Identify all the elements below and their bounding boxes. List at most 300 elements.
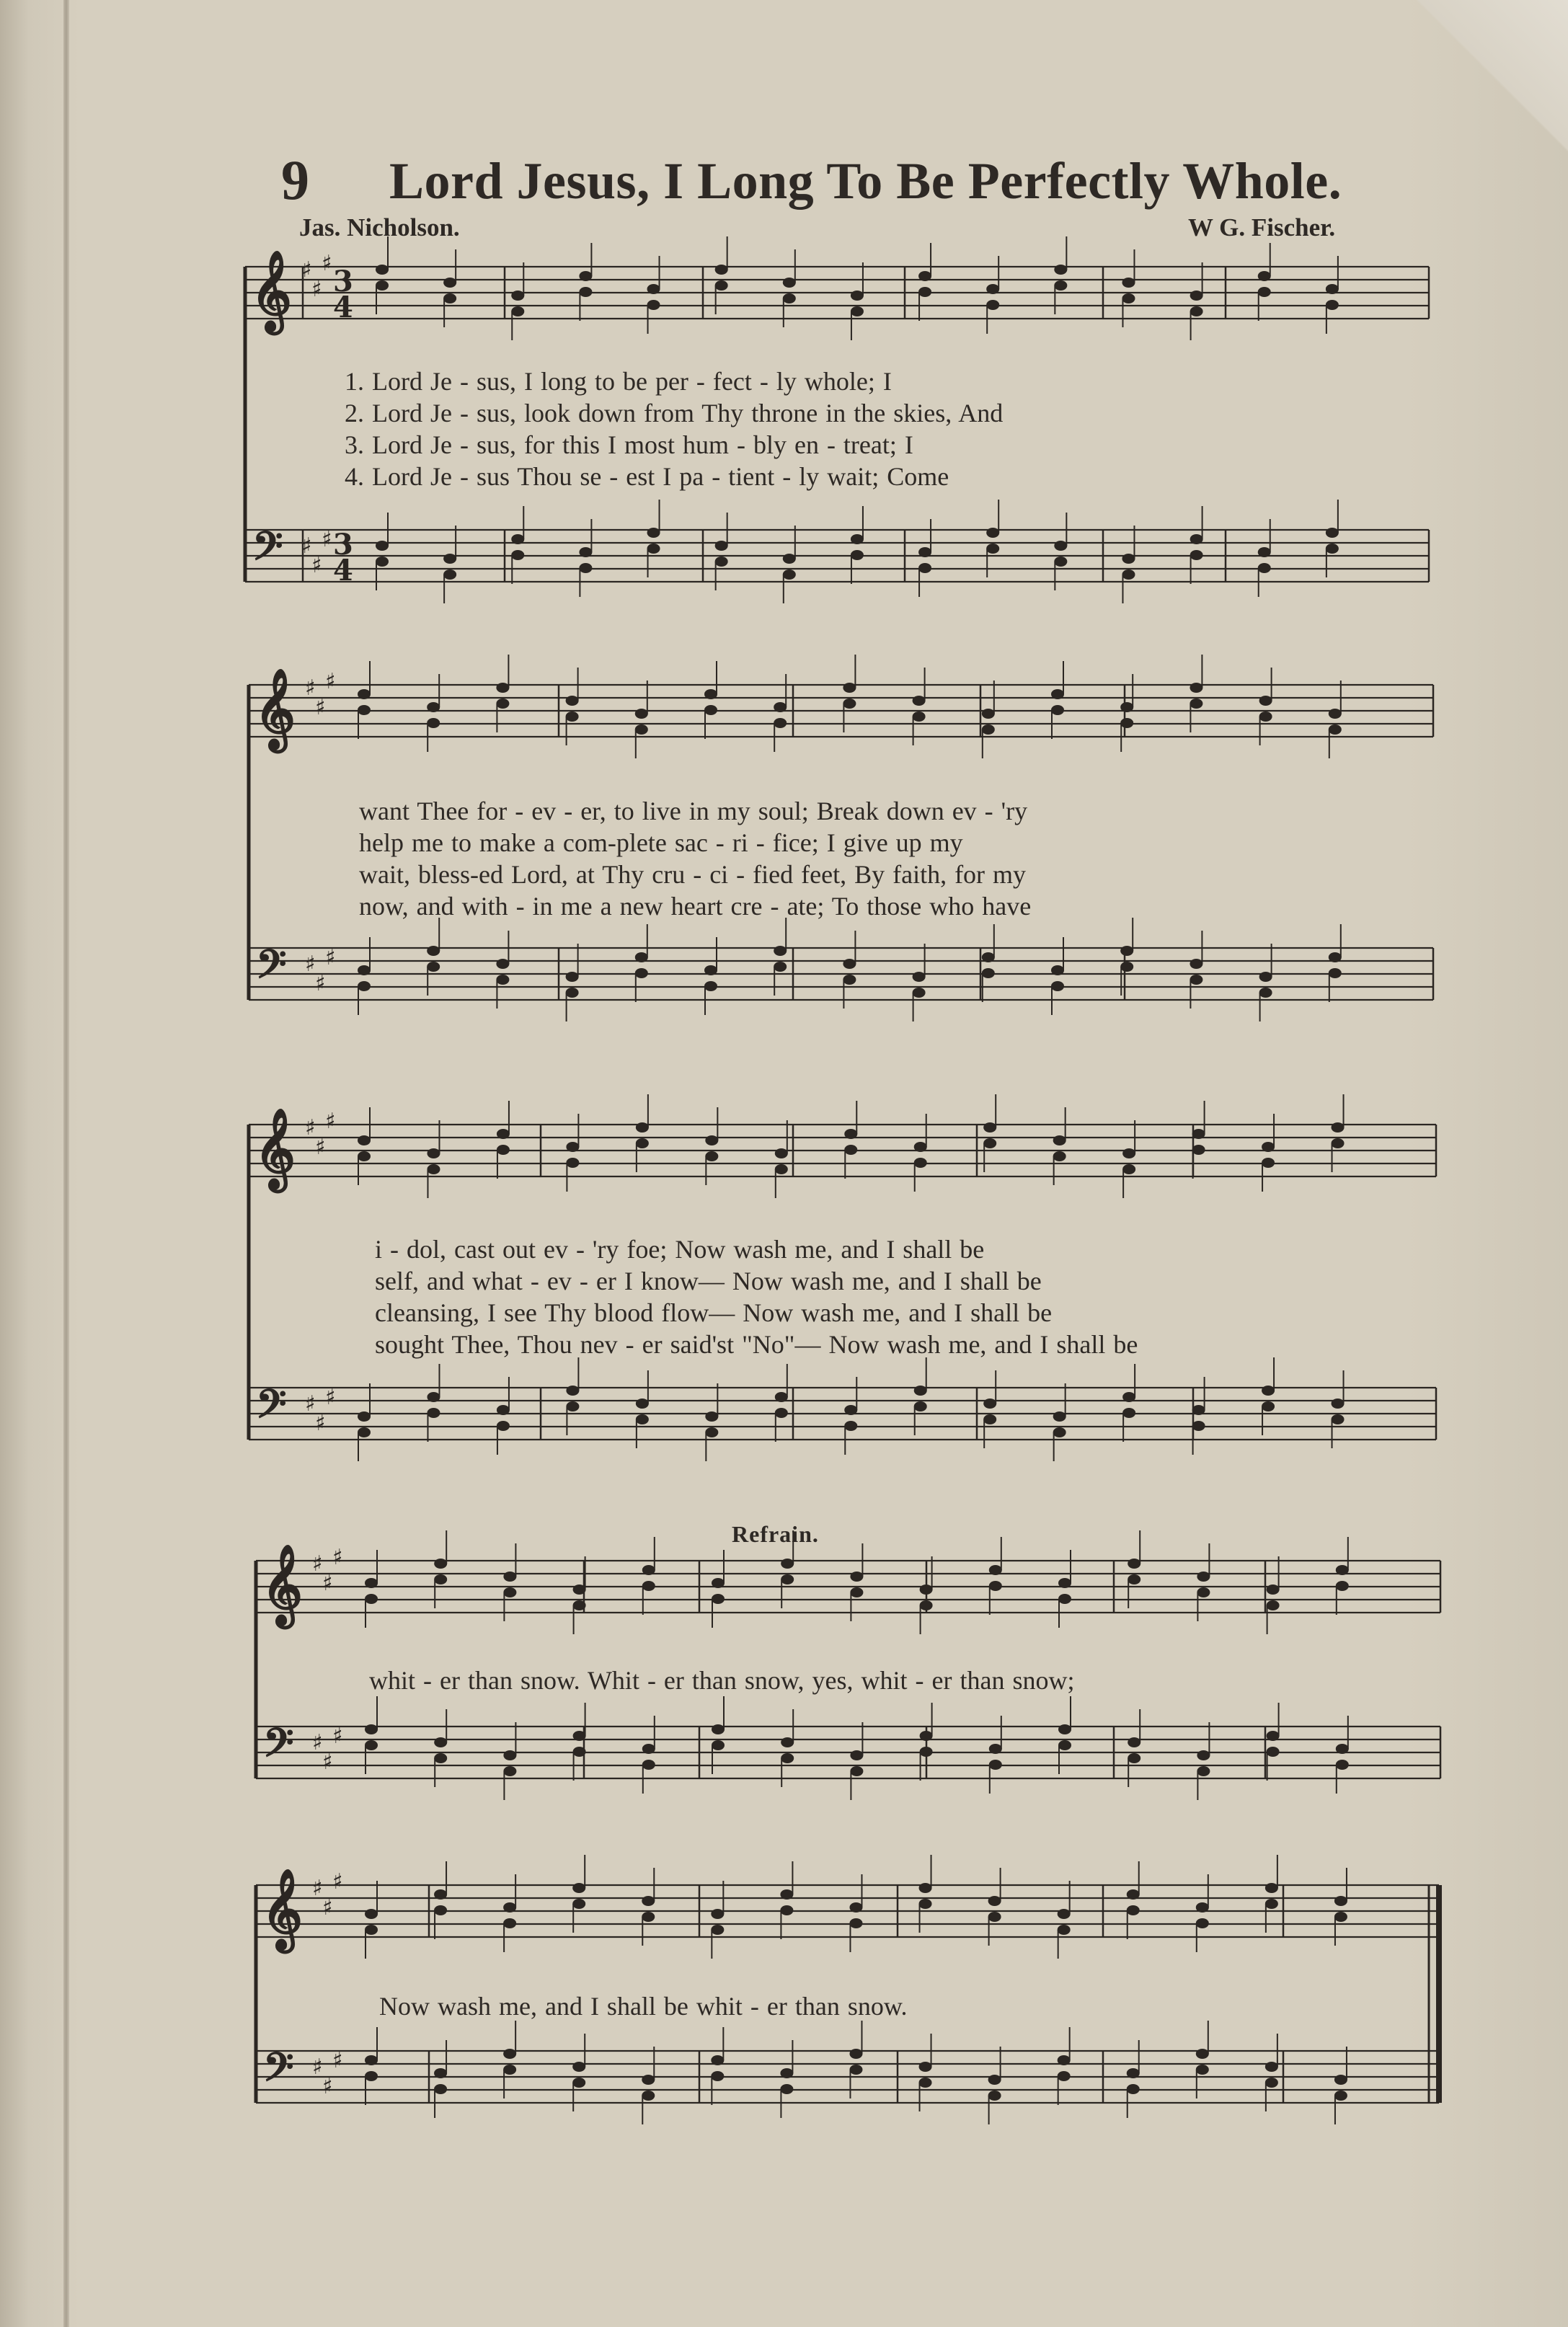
note-head [358,1151,371,1161]
note-head [774,718,787,728]
note-head [850,1766,863,1776]
note-head [434,1889,447,1900]
note-head [579,547,592,557]
note-head [572,1883,585,1893]
note-head [636,1414,649,1424]
sharp-sign: ♯ [332,1724,343,1749]
sharp-sign: ♯ [312,1876,323,1901]
note-head [1058,2055,1071,2065]
note-head [781,1753,794,1763]
note-head [775,1408,788,1418]
sharp-sign: ♯ [315,1135,326,1160]
note-head [774,962,787,972]
note-head [983,1414,996,1424]
note-head [1058,1578,1071,1588]
note-head [1051,689,1064,699]
note-head [427,1164,440,1174]
note-head [503,1750,516,1760]
note-head [920,1600,933,1610]
note-head [1197,1750,1210,1760]
note-head [919,2078,932,2088]
note-head [982,709,995,719]
note-head [434,1559,447,1569]
note-head [1192,1129,1205,1139]
note-head [1128,1574,1140,1584]
note-head [1197,1572,1210,1582]
note-head [982,952,995,962]
note-head [983,1122,996,1133]
note-head [497,1129,510,1139]
note-head [496,683,509,693]
note-head [642,1912,655,1922]
note-head [1262,1142,1275,1152]
note-head [1265,2078,1278,2088]
note-head [642,1760,655,1770]
verse-line: now, and with - in me a new heart cre - ate; To those who have [359,892,1032,921]
treble-clef: 𝄞 [262,1868,303,1949]
note-head [434,1737,447,1747]
note-head [647,528,660,538]
note-head [988,2075,1001,2085]
sharp-sign: ♯ [305,952,316,977]
note-head [427,1408,440,1418]
note-head [511,291,524,301]
note-head [715,265,728,275]
note-head [1127,2084,1140,2094]
note-head [1054,557,1067,567]
note-head [566,972,579,982]
note-head [1058,1740,1071,1750]
note-head [780,1889,793,1900]
note-head [1051,965,1064,975]
note-head [434,2084,447,2094]
sharp-sign: ♯ [322,1750,333,1775]
note-head [704,689,717,699]
note-head [920,1584,933,1595]
note-head [1120,946,1133,956]
note-head [1336,1581,1349,1591]
note-head [919,1899,932,1909]
note-head [1326,544,1339,554]
refrain-label: Refrain. [732,1521,819,1547]
note-head [712,1740,725,1750]
note-head [844,1421,857,1431]
note-head [1127,1905,1140,1915]
note-head [1334,1896,1347,1906]
note-head [1329,724,1342,735]
note-head [365,1740,378,1750]
note-head [572,1899,585,1909]
note-head [1196,2065,1209,2075]
sharp-sign: ♯ [305,1115,316,1140]
verse-line: 2. Lord Je - sus, look down from Thy throne in the skies, And [345,399,1004,427]
note-head [914,1401,927,1411]
note-head [496,959,509,969]
note-head [849,1918,862,1928]
note-head [427,1148,440,1158]
note-head [376,280,389,291]
bass-clef: 𝄢 [252,523,283,579]
note-head [783,293,796,303]
note-head [427,702,440,712]
note-head [1190,550,1203,560]
note-head [503,1918,516,1928]
note-head [781,1574,794,1584]
note-head [635,952,648,962]
verse-line: wait, bless-ed Lord, at Thy cru - ci - fied feet, By faith, for my [359,860,1027,889]
note-head [1326,528,1339,538]
note-head [715,280,728,291]
note-head [982,968,995,978]
note-head [566,712,579,722]
note-head [775,1392,788,1402]
note-head [642,1581,655,1591]
note-head [496,699,509,709]
note-head [704,981,717,991]
note-head [913,988,926,998]
note-head [427,1392,440,1402]
note-head [919,2062,932,2072]
note-head [503,1572,516,1582]
note-head [918,287,931,297]
note-head [843,975,856,985]
note-head [844,1405,857,1415]
note-head [434,2068,447,2078]
bass-clef: 𝄢 [256,1380,287,1437]
note-head [1258,287,1271,297]
note-head [647,544,660,554]
sharp-sign: ♯ [312,2055,323,2080]
note-head [712,1594,725,1604]
note-head [1329,709,1342,719]
note-head [844,1145,857,1155]
note-head [1332,1138,1345,1148]
note-head [635,724,648,735]
note-head [579,287,592,297]
note-head [780,1905,793,1915]
note-head [511,306,524,316]
note-head [914,1386,927,1396]
note-head [774,946,787,956]
note-head [566,1158,579,1168]
note-head [647,300,660,310]
note-head [843,683,856,693]
verse-line: i - dol, cast out ev - 'ry foe; Now wash me, and I shall be [375,1235,985,1264]
note-head [365,1925,378,1935]
note-head [986,284,999,294]
note-head [1122,569,1135,580]
note-head [566,696,579,706]
note-head [572,2078,585,2088]
note-head [503,1587,516,1597]
sharp-sign: ♯ [311,277,322,302]
note-head [989,1744,1002,1754]
note-head [774,702,787,712]
sharp-sign: ♯ [322,251,332,276]
note-head [443,569,456,580]
note-head [1053,1135,1066,1145]
note-head [1190,959,1202,969]
note-head [1128,1753,1140,1763]
note-head [844,1129,857,1139]
note-head [1051,705,1064,715]
note-head [920,1731,933,1741]
note-head [986,528,999,538]
note-head [427,946,440,956]
note-head [1053,1151,1066,1161]
note-head [1267,1584,1280,1595]
note-head [642,1896,655,1906]
note-head [705,1427,718,1437]
note-head [1259,712,1272,722]
note-head [1196,2049,1209,2059]
note-head [705,1135,718,1145]
sharp-sign: ♯ [325,1385,336,1410]
note-head [1054,541,1067,551]
note-head [1196,1918,1209,1928]
note-head [358,689,371,699]
note-head [783,554,796,564]
note-head [358,1135,371,1145]
note-head [434,1905,447,1915]
note-head [1259,972,1272,982]
note-head [1259,696,1272,706]
sharp-sign: ♯ [301,257,312,283]
refrain-line: whit - er than snow. Whit - er than snow, yes, whit - er than snow; [369,1666,1075,1695]
note-head [1334,2091,1347,2101]
note-head [1192,1145,1205,1155]
note-head [1329,952,1342,962]
note-head [503,2065,516,2075]
note-head [920,1747,933,1757]
verse-line: self, and what - ev - er I know— Now wash me, and I shall be [375,1267,1042,1295]
note-head [497,1421,510,1431]
note-head [918,563,931,573]
time-sig-bottom: 4 [333,554,353,588]
sharp-sign: ♯ [332,1545,343,1570]
note-head [573,1747,586,1757]
note-head [1058,1724,1071,1734]
note-head [358,1427,371,1437]
verse-line: 1. Lord Je - sus, I long to be per - fect - ly whole; I [345,367,892,396]
note-head [1190,975,1202,985]
note-head [715,541,728,551]
note-head [1336,1565,1349,1575]
note-head [1336,1744,1349,1754]
note-head [913,712,926,722]
note-head [365,2071,378,2081]
sharp-sign: ♯ [315,1411,326,1436]
note-head [705,1411,718,1422]
note-head [989,1581,1002,1591]
treble-clef: 𝄞 [254,668,296,749]
note-head [1267,1600,1280,1610]
verse-line: want Thee for - ev - er, to live in my soul; Break down ev - 'ry [359,797,1028,825]
note-head [443,278,456,288]
sharp-sign: ♯ [322,1895,333,1920]
note-head [365,1909,378,1919]
note-head [1258,547,1271,557]
note-head [711,2071,724,2081]
note-head [358,981,371,991]
note-head [1122,554,1135,564]
sharp-sign: ♯ [312,1730,323,1755]
note-head [704,965,717,975]
note-head [1262,1401,1275,1411]
note-head [636,1138,649,1148]
note-head [642,2075,655,2085]
note-head [376,557,389,567]
note-head [775,1164,788,1174]
sharp-sign: ♯ [305,675,316,701]
note-head [511,550,524,560]
time-sig-top: 3 [333,265,353,298]
treble-clef: 𝄞 [254,1107,296,1189]
note-head [983,1399,996,1409]
sharp-sign: ♯ [332,1869,343,1894]
note-head [1120,718,1133,728]
note-head [1122,293,1135,303]
note-head [983,1138,996,1148]
sharp-sign: ♯ [315,695,326,720]
note-head [712,1578,725,1588]
note-head [1190,699,1202,709]
note-head [711,2055,724,2065]
note-head [1120,702,1133,712]
note-head [636,1122,649,1133]
note-head [1054,280,1067,291]
note-head [566,1401,579,1411]
note-head [1127,1889,1140,1900]
note-head [986,544,999,554]
note-head [443,554,456,564]
note-head [1190,291,1203,301]
note-head [849,2049,862,2059]
note-head [1190,683,1202,693]
note-head [711,1925,724,1935]
note-head [851,534,864,544]
note-head [579,563,592,573]
note-head [1332,1122,1345,1133]
note-head [1334,2075,1347,2085]
bass-clef: 𝄢 [263,2044,294,2100]
note-head [1190,306,1203,316]
note-head [1326,300,1339,310]
hymn-title: Lord Jesus, I Long To Be Perfectly Whole. [389,152,1342,210]
note-head [635,968,648,978]
note-head [988,2091,1001,2101]
note-head [572,2062,585,2072]
note-head [1058,1594,1071,1604]
note-head [496,975,509,985]
note-head [1058,2071,1071,2081]
note-head [1262,1386,1275,1396]
note-head [843,699,856,709]
note-head [1051,981,1064,991]
note-head [849,2065,862,2075]
note-head [775,1148,788,1158]
note-head [1267,1731,1280,1741]
note-head [1334,1912,1347,1922]
note-head [579,271,592,281]
note-head [783,278,796,288]
sharp-sign: ♯ [315,971,326,996]
note-head [443,293,456,303]
note-head [642,2091,655,2101]
note-head [704,705,717,715]
note-head [851,306,864,316]
verse-line: 4. Lord Je - sus Thou se - est I pa - tient - ly wait; Come [345,462,949,491]
note-head [781,1559,794,1569]
note-head [715,557,728,567]
composer-credit: W G. Fischer. [1188,213,1336,241]
note-head [850,1572,863,1582]
note-head [843,959,856,969]
note-head [1267,1747,1280,1757]
note-head [851,550,864,560]
note-head [365,1594,378,1604]
note-head [989,1760,1002,1770]
note-head [376,541,389,551]
note-head [1054,265,1067,275]
note-head [647,284,660,294]
note-head [914,1142,927,1152]
verse-line: help me to make a com-plete sac - ri - fice; I give up my [359,828,963,857]
note-head [919,1883,932,1893]
note-head [497,1405,510,1415]
note-head [780,2084,793,2094]
note-head [1122,1408,1135,1418]
note-head [358,705,371,715]
sharp-sign: ♯ [325,1109,336,1134]
note-head [850,1750,863,1760]
sharp-sign: ♯ [332,2048,343,2073]
note-head [982,724,995,735]
sharp-sign: ♯ [305,1391,316,1417]
note-head [988,1896,1001,1906]
sharp-sign: ♯ [322,527,332,552]
note-head [636,1399,649,1409]
note-head [913,696,926,706]
note-head [573,1731,586,1741]
note-head [566,1386,579,1396]
note-head [986,300,999,310]
sharp-sign: ♯ [325,669,336,694]
note-head [434,1574,447,1584]
bass-clef: 𝄢 [263,1719,294,1776]
note-head [642,1565,655,1575]
note-head [850,1587,863,1597]
note-head [711,1909,724,1919]
note-head [358,1411,371,1422]
note-head [1259,988,1272,998]
note-head [503,1766,516,1776]
verse-line: sought Thee, Thou nev - er said'st "No"— Now wash me, and I shall be [375,1330,1138,1359]
sharp-sign: ♯ [325,945,336,970]
note-head [1122,1164,1135,1174]
note-head [914,1158,927,1168]
treble-clef: 𝄞 [262,1543,303,1625]
note-head [566,988,579,998]
note-head [573,1584,586,1595]
note-head [1265,1899,1278,1909]
note-head [849,1902,862,1912]
note-head [635,709,648,719]
note-head [1196,1902,1209,1912]
sharp-sign: ♯ [311,553,322,578]
note-head [1190,534,1203,544]
note-head [434,1753,447,1763]
